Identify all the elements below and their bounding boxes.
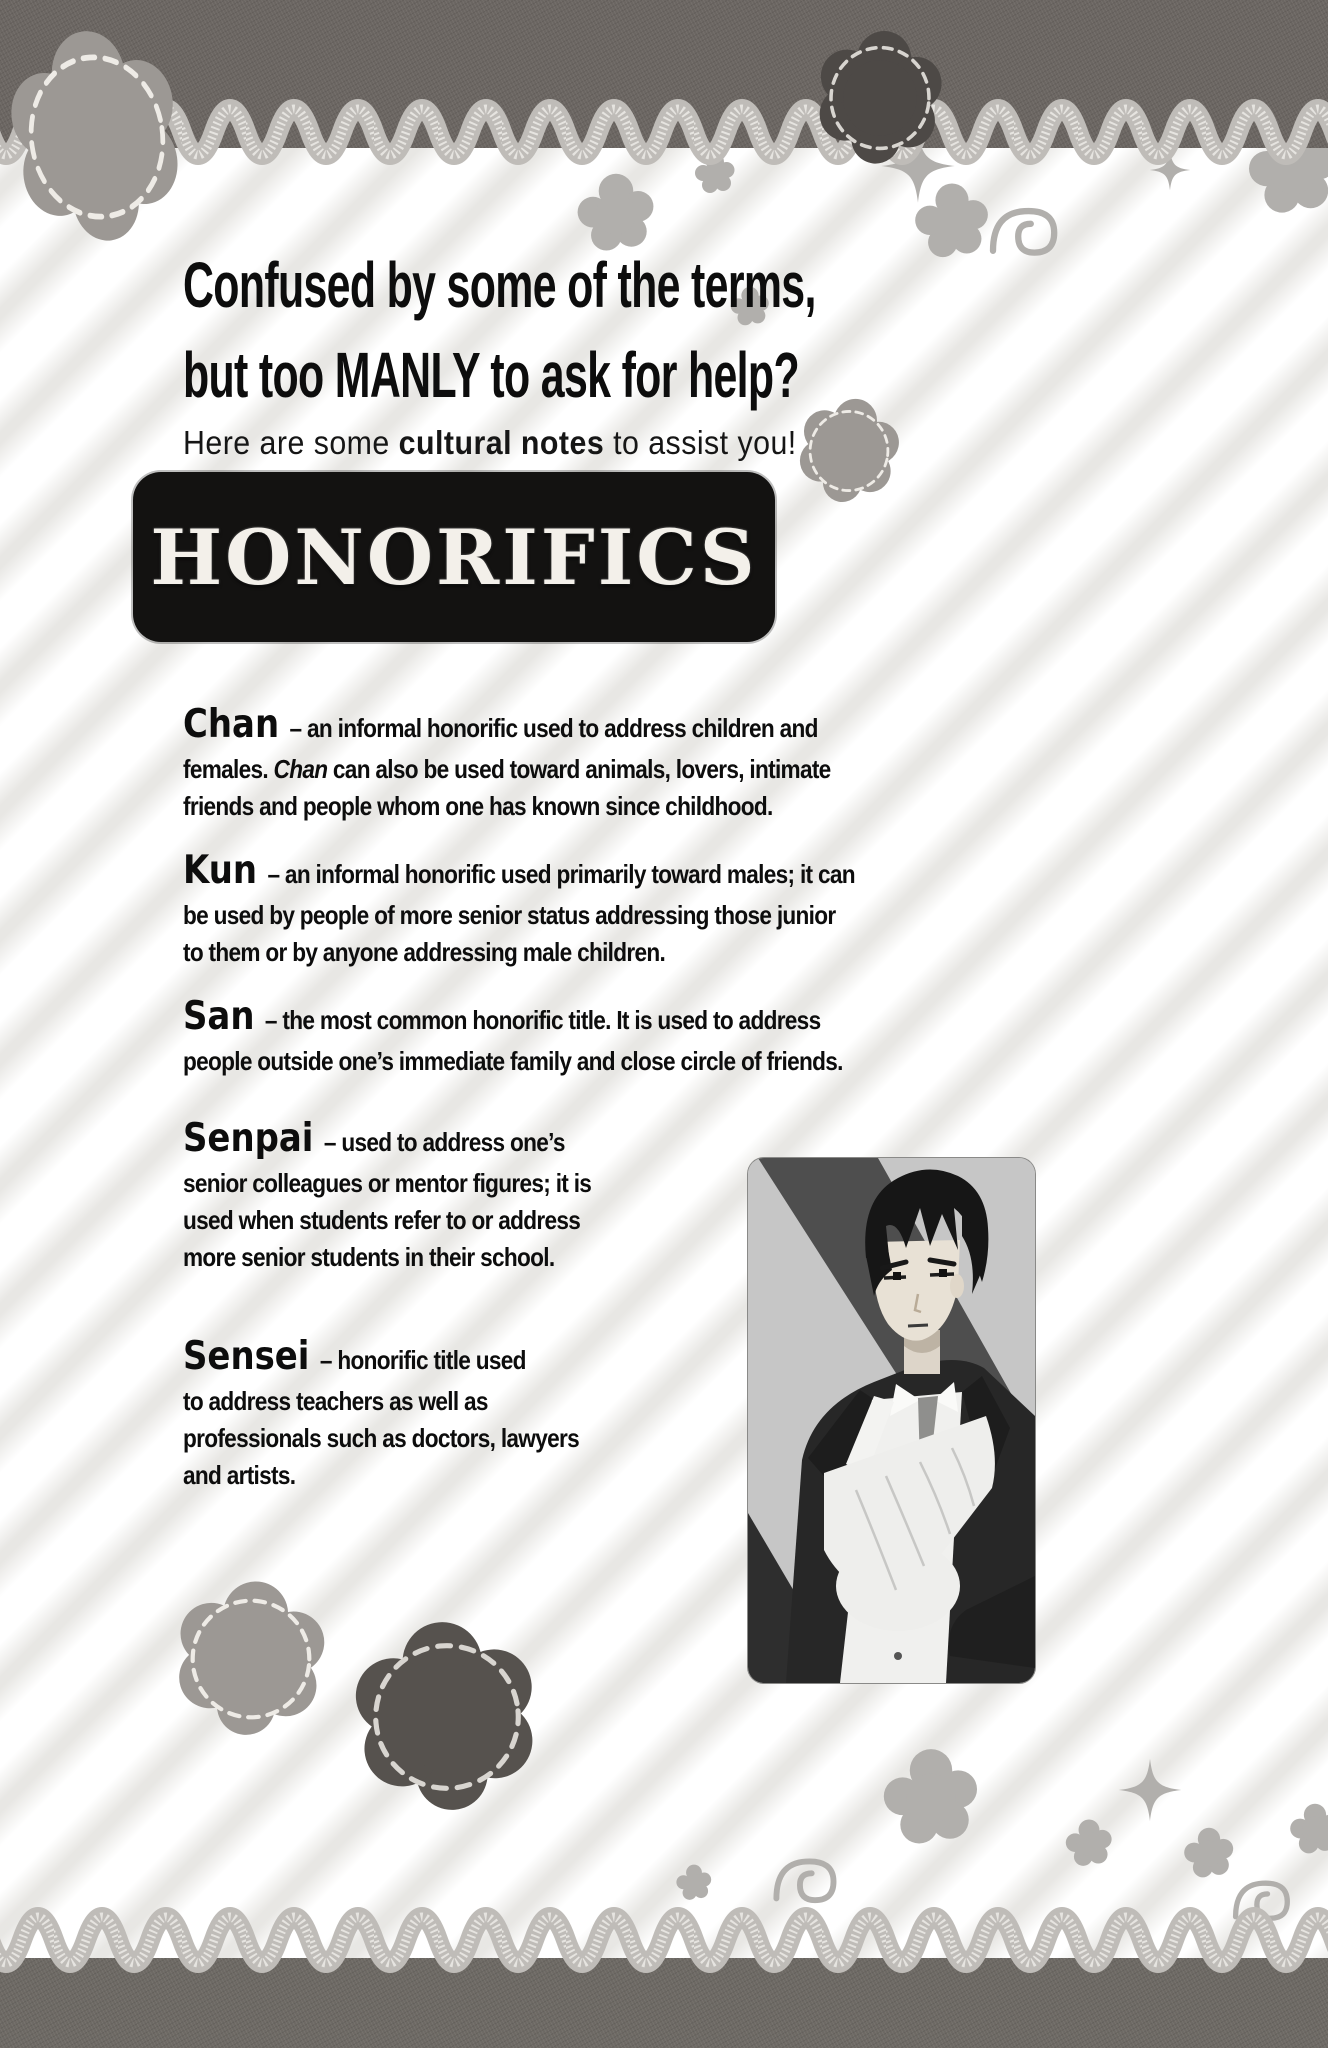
term-senpai: Senpai	[183, 1116, 314, 1161]
page-title	[183, 240, 816, 420]
ricrac-ribbon-icon	[0, 1894, 1328, 1986]
flower-patch-icon	[162, 1570, 340, 1748]
term-chan: Chan	[183, 702, 280, 747]
honorifics-banner	[133, 472, 775, 642]
entry-san: San – the most common honorific title. It is used to address people outside one’s immediate family and close circle of friends.	[183, 994, 843, 1076]
term-sensei: Sensei	[183, 1334, 310, 1379]
entry-chan: Chan – an informal honorific used to address children and females. Chan can also be used toward animals, lovers, intimate friends and people whom one has known since childhood.	[183, 702, 831, 821]
flourish-swirl-icon	[984, 186, 1074, 276]
title-line-2: but too MANLY to ask for help?	[183, 339, 799, 411]
term-kun: Kun	[183, 848, 258, 893]
character-illustration	[748, 1158, 1035, 1683]
term-san: San	[183, 994, 255, 1039]
entry-kun: Kun – an informal honorific used primarily toward males; it can be used by people of more senior status addressing those junior to them or by anyone addressing male children.	[183, 848, 855, 967]
flower-silhouette-icon	[1060, 1816, 1118, 1874]
flower-patch-icon	[340, 1610, 555, 1825]
title-line-1: Confused by some of the terms,	[183, 249, 816, 321]
flower-silhouette-icon	[1284, 1800, 1328, 1862]
page-subtitle: Here are some cultural notes to assist you!	[183, 424, 797, 461]
entry-sensei: Sensei – honorific title used to address teachers as well as professionals such as doctors, lawyers and artists.	[183, 1334, 579, 1490]
banner-label: HONORIFICS	[150, 512, 758, 602]
flower-patch-icon	[805, 21, 955, 174]
sparkle-icon	[1116, 1756, 1184, 1824]
entry-senpai: Senpai – used to address one’s senior colleagues or mentor figures; it is used when students refer to or address more senior students in their school.	[183, 1116, 592, 1272]
ricrac-ribbon-icon	[0, 86, 1328, 178]
flower-silhouette-icon	[872, 1742, 990, 1860]
manga-man-in-sling	[748, 1158, 1035, 1683]
flower-patch-icon	[0, 14, 203, 259]
